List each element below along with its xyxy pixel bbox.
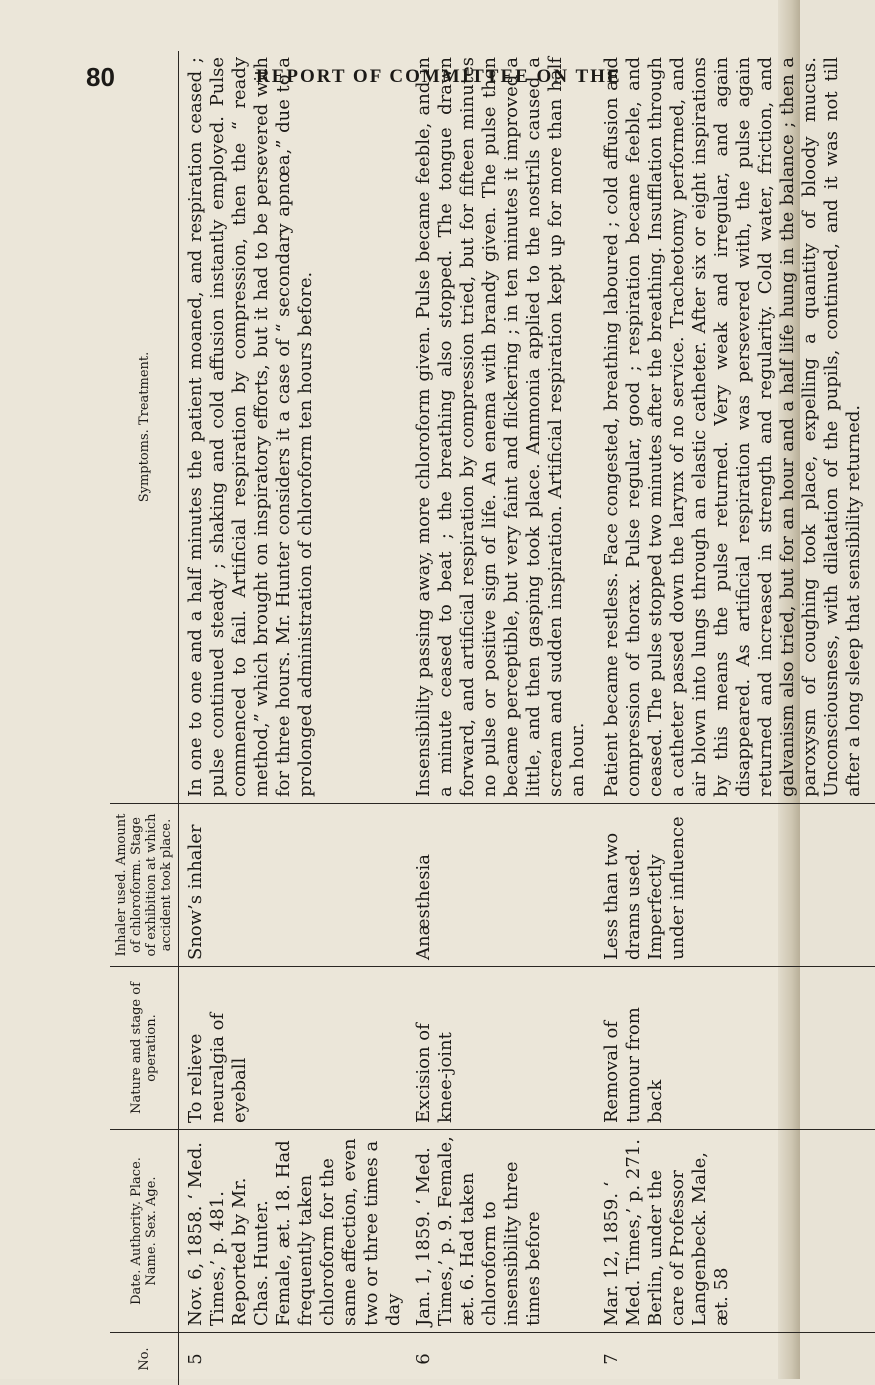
cell-operation: To relieve neuralgia of eyeball: [179, 967, 410, 1130]
table-row: [409, 51, 597, 1385]
header-no: No.: [110, 1333, 179, 1385]
cell-date: Jan. 1, 1859. ‘ Med. Times,’ p. 9. Female, æt. 6. Had taken chloroform to insensibility three times before: [409, 1130, 597, 1333]
header-operation: Nature and stage of operation.: [110, 967, 179, 1130]
table-row: [179, 51, 410, 1385]
cell-treatment: Insensibility passing away, more chloroform given. Pulse became feeble, and in a minute ceased to beat ; the breathing also stopped. The tongue drawn forward, and artificial respiration by compression tried, but for fifteen minutes no pulse or positive sign of life. An enema with brandy given. The pulse then became perceptible, but very faint and flickering ; in ten minutes it improved a little, and then gasping took place. Ammonia applied to the nostrils caused a scream and sudden inspiration. Artificial respiration kept up for more than half an hour.: [409, 51, 597, 804]
case-table: [110, 51, 875, 1385]
cell-treatment: Patient became restless. Face congested, breathing laboured ; cold affusion and compression of thorax. Pulse regular, good ; respiration became feeble, and ceased. The pulse stopped two minutes after the breathing. Insufflation through a catheter passed down the larynx of no service. Tracheotomy performed, and air blown into lungs through an elastic catheter. After six or eight inspirations by this means the pulse returned. Very weak and irregular, and again disappeared. As artificial respiration was persevered with, the pulse again returned and increased in strength and regularity. Cold water, friction, and galvanism also tried, but for an hour and a half life hung in the balance ; then a paroxysm of coughing took place, expelling a quantity of bloody mucus. Unconsciousness, with dilatation of the pupils, continued, and it was not till after a long sleep that sensibility returned.: [597, 51, 875, 804]
running-title: REPORT OF COMMITTEE ON THE: [256, 66, 622, 88]
cell-date: Nov. 6, 1858. ‘ Med. Times,’ p. 481. Reported by Mr. Chas. Hunter. Female, æt. 18. Had frequently taken chloroform for the same affection, even two or three times a day: [179, 1130, 410, 1333]
cell-inhaler: Anæsthesia: [409, 804, 597, 967]
cell-no: 5: [179, 1333, 410, 1385]
cell-inhaler: Less than two drams used. Imperfectly under influence: [597, 804, 875, 967]
cell-no: 6: [409, 1333, 597, 1385]
header-date: Date. Authority. Place. Name. Sex. Age.: [110, 1130, 179, 1333]
page-number: 80: [86, 62, 115, 93]
cell-operation: Excision of knee-joint: [409, 967, 597, 1130]
table-header-row: [110, 51, 179, 1385]
header-inhaler: Inhaler used. Amount of chloroform. Stage of exhibition at which accident took place.: [110, 804, 179, 967]
cell-inhaler: Snow’s inhaler: [179, 804, 410, 967]
cell-treatment: In one to one and a half minutes the patient moaned, and respiration ceased ; pulse continued steady ; shaking and cold affusion instantly employed. Pulse commenced to fail. Artificial respiration by compression, then the “ ready method,” which brought on inspiratory efforts, but it had to be persevered with for three hours. Mr. Hunter considers it a case of “ secondary apnœa,” due to a prolonged administration of chloroform ten hours before.: [179, 51, 410, 804]
header-treatment: Symptoms. Treatment.: [110, 51, 179, 804]
cell-date: Mar. 12, 1859. ‘ Med. Times,’ p. 271. Berlin, under the care of Professor Langenbeck. Male, æt. 58: [597, 1130, 875, 1333]
rotated-table: [110, 115, 770, 1385]
cell-operation: Removal of tumour from back: [597, 967, 875, 1130]
table-row: [597, 51, 875, 1385]
cell-no: 7: [597, 1333, 875, 1385]
